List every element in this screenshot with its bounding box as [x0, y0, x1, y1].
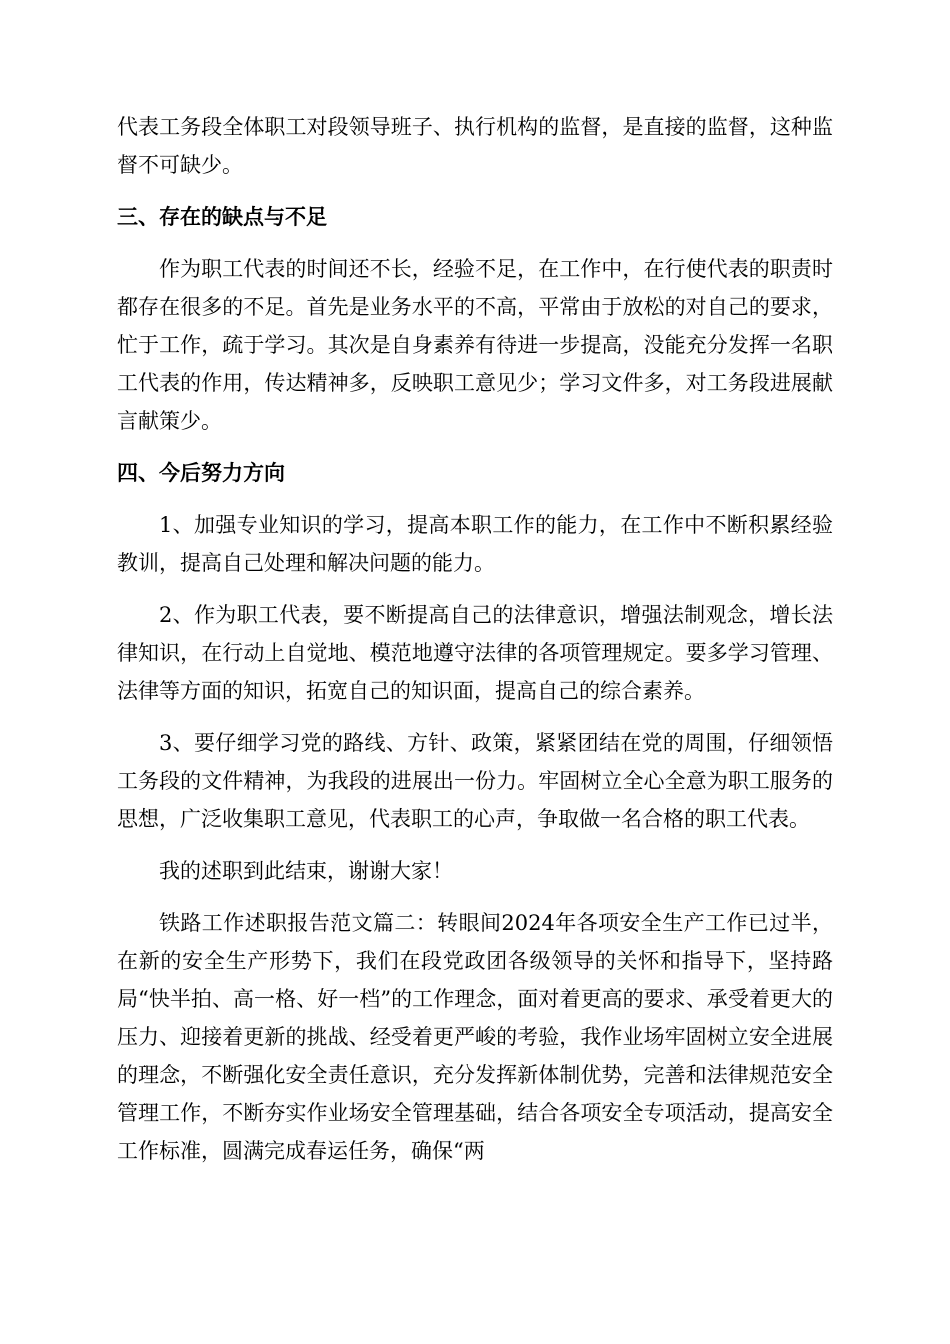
closing-paragraph: 我的述职到此结束，谢谢大家！: [159, 859, 453, 883]
section-heading-shortcomings: 三、存在的缺点与不足: [117, 205, 327, 229]
shortcomings-paragraph: 作为职工代表的时间还不长，经验不足，在工作中，在行使代表的职责时都存在很多的不足。首先是业务水平的不高，平常由于放松的对自己的要求，忙于工作，疏于学习。其次是自身素养有待进一步提高，没能充分发挥一名职工代表的作用，传达精神多，反映职工意见少；学习文件多，对工务段进展献言献策少。: [117, 257, 833, 433]
list-item-3: 3、要仔细学习党的路线、方针、政策，紧紧团结在党的周围，仔细领悟工务段的文件精神，为我段的进展出一份力。牢固树立全心全意为职工服务的思想，广泛收集职工意见，代表职工的心声，争取做一名合格的职工代表。: [117, 731, 833, 831]
section-heading-future-direction: 四、今后努力方向: [117, 461, 285, 485]
list-item-2: 2、作为职工代表，要不断提高自己的法律意识，增强法制观念，增长法律知识，在行动上自觉地、模范地遵守法律的各项管理规定。要多学习管理、法律等方面的知识，拓宽自己的知识面，提高自己的综合素养。: [117, 603, 833, 703]
list-item-1: 1、加强专业知识的学习，提高本职工作的能力，在工作中不断积累经验教训，提高自己处理和解决问题的能力。: [117, 513, 833, 575]
document-page: [117, 108, 833, 1184]
intro-paragraph: 代表工务段全体职工对段领导班子、执行机构的监督，是直接的监督，这种监督不可缺少。: [117, 115, 833, 177]
article-two-paragraph: 铁路工作述职报告范文篇二：转眼间2024年各项安全生产工作已过半，在新的安全生产形势下，我们在段党政团各级领导的关怀和指导下，坚持路局“快半拍、高一格、好一档”的工作理念，面对着更高的要求、承受着更大的压力、迎接着更新的挑战、经受着更严峻的考验，我作业场牢固树立安全进展的理念，不断强化安全责任意识，充分发挥新体制优势，完善和法律规范安全管理工作，不断夯实作业场安全管理基础，结合各项安全专项活动，提高安全工作标准，圆满完成春运任务，确保“两: [117, 911, 833, 1163]
